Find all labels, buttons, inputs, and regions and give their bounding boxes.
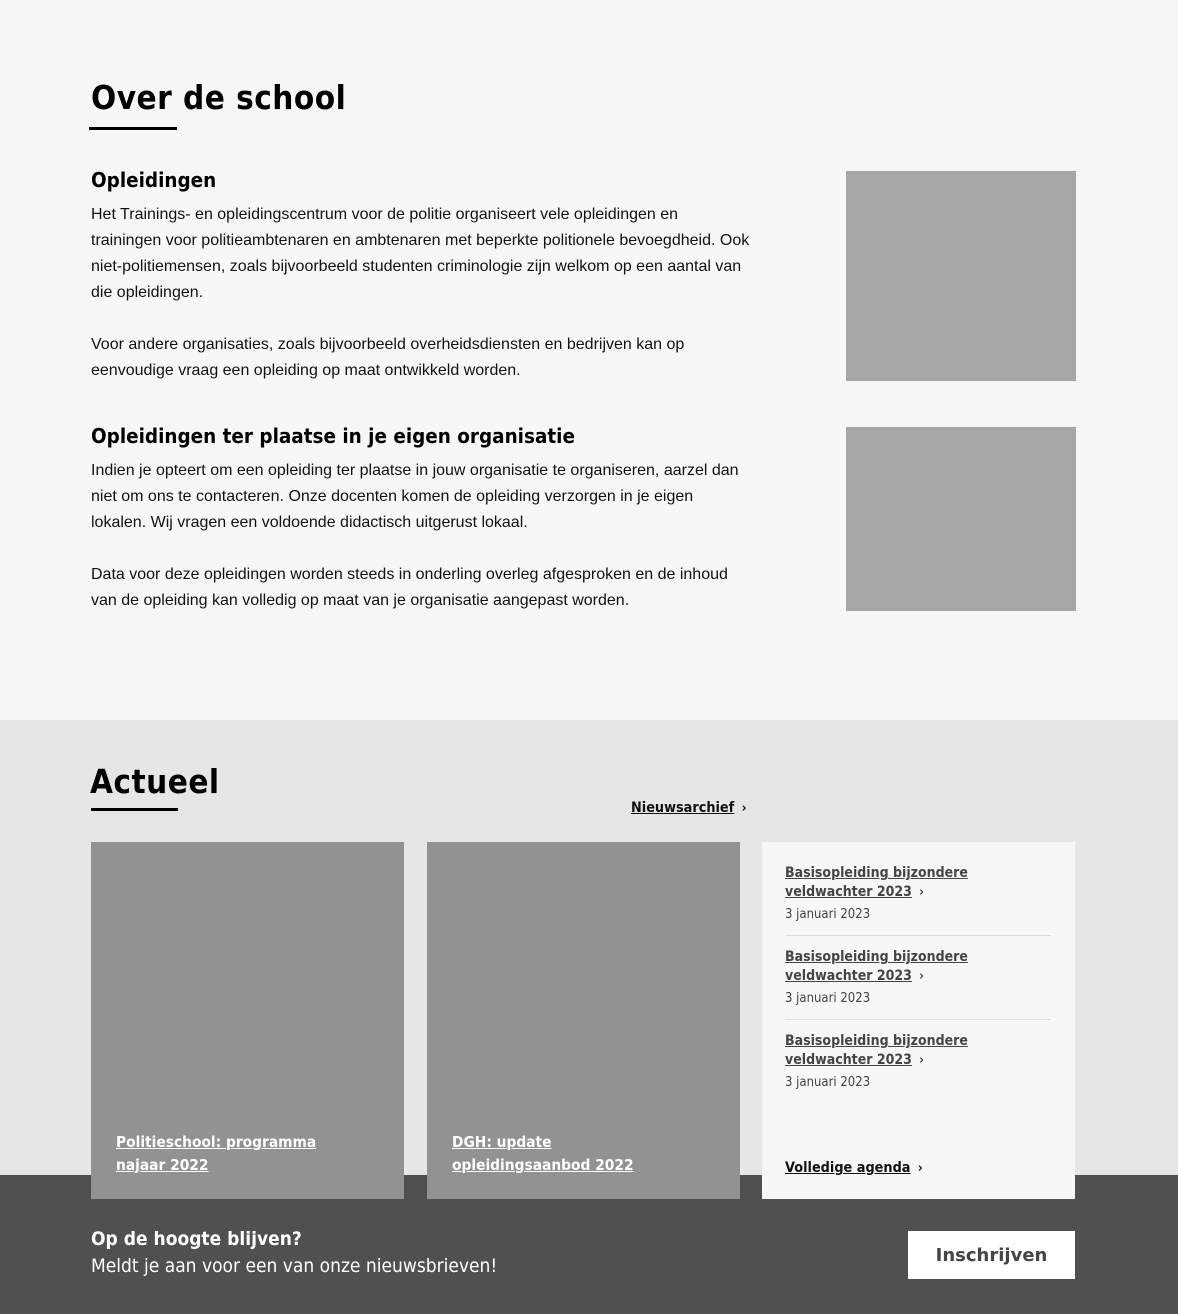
news-card[interactable] — [91, 842, 404, 1199]
news-title: Actueel — [90, 762, 220, 801]
news-title-underline — [91, 808, 178, 811]
agenda-item-title: Basisopleiding bijzondere veldwachter 2023 — [785, 949, 968, 984]
section-paragraph: Het Trainings- en opleidingscentrum voor de politie organiseert vele opleidingen en trainingen voor politieambtenaren en ambtenaren met beperkte politionele bevoegdheid. Ook niet-politiemensen, zoals bijvoorbeeld studenten criminologie zijn welkom op een aantal van die opleidingen. — [91, 206, 750, 301]
chevron-right-icon: › — [741, 801, 747, 816]
news-card-title[interactable]: DGH: update opleidingsaanbod 2022 — [452, 1133, 634, 1174]
section-heading-opleidingen: Opleidingen — [91, 168, 217, 192]
chevron-right-icon: › — [919, 1053, 924, 1068]
agenda-item-date: 3 januari 2023 — [785, 907, 871, 922]
agenda-item-date: 3 januari 2023 — [785, 991, 871, 1006]
newsletter-title: Op de hoogte blijven? — [91, 1228, 302, 1250]
agenda-panel — [762, 842, 1075, 1199]
section-image — [846, 171, 1076, 381]
chevron-right-icon: › — [919, 969, 924, 984]
section-heading-ter-plaatse: Opleidingen ter plaatse in je eigen organisatie — [91, 424, 575, 448]
section-paragraph: Voor andere organisaties, zoals bijvoorbeeld overheidsdiensten en bedrijven kan op eenvoudige vraag een opleiding op maat ontwikkeld worden. — [91, 336, 685, 379]
agenda-item-title: Basisopleiding bijzondere veldwachter 2023 — [785, 1033, 968, 1068]
about-title-underline — [89, 127, 177, 130]
agenda-divider — [785, 1019, 1051, 1020]
news-card[interactable] — [427, 842, 740, 1199]
agenda-item — [785, 1032, 1051, 1090]
agenda-item-link[interactable] — [785, 1032, 983, 1070]
agenda-item-link[interactable] — [785, 948, 983, 986]
section-image — [846, 427, 1076, 611]
chevron-right-icon: › — [917, 1161, 923, 1176]
agenda-item-link[interactable] — [785, 864, 983, 902]
agenda-divider — [785, 935, 1051, 936]
chevron-right-icon: › — [919, 885, 924, 900]
about-title: Over de school — [91, 78, 347, 117]
full-agenda-link[interactable] — [785, 1160, 923, 1176]
section-paragraph: Indien je opteert om een opleiding ter plaatse in jouw organisatie te organiseren, aarzel dan niet om ons te contacteren. Onze docenten komen de opleiding verzorgen in je eigen lokalen. Wij vragen een voldoende didactisch uitgerust lokaal. — [91, 462, 739, 531]
full-agenda-label: Volledige agenda — [785, 1160, 911, 1176]
agenda-item — [785, 948, 1051, 1006]
newsletter-text: Meldt je aan voor een van onze nieuwsbrieven! — [91, 1255, 498, 1277]
subscribe-button[interactable]: Inschrijven — [908, 1231, 1075, 1279]
agenda-item-date: 3 januari 2023 — [785, 1075, 871, 1090]
news-archive-label: Nieuwsarchief — [631, 800, 735, 816]
section-paragraph: Data voor deze opleidingen worden steeds in onderling overleg afgesproken en de inhoud van de opleiding kan volledig op maat van je organisatie aangepast worden. — [91, 566, 728, 609]
news-card-title[interactable]: Politieschool: programma najaar 2022 — [116, 1133, 317, 1174]
agenda-item-title: Basisopleiding bijzondere veldwachter 2023 — [785, 865, 968, 900]
agenda-item — [785, 864, 1051, 922]
news-archive-link[interactable] — [631, 800, 747, 816]
